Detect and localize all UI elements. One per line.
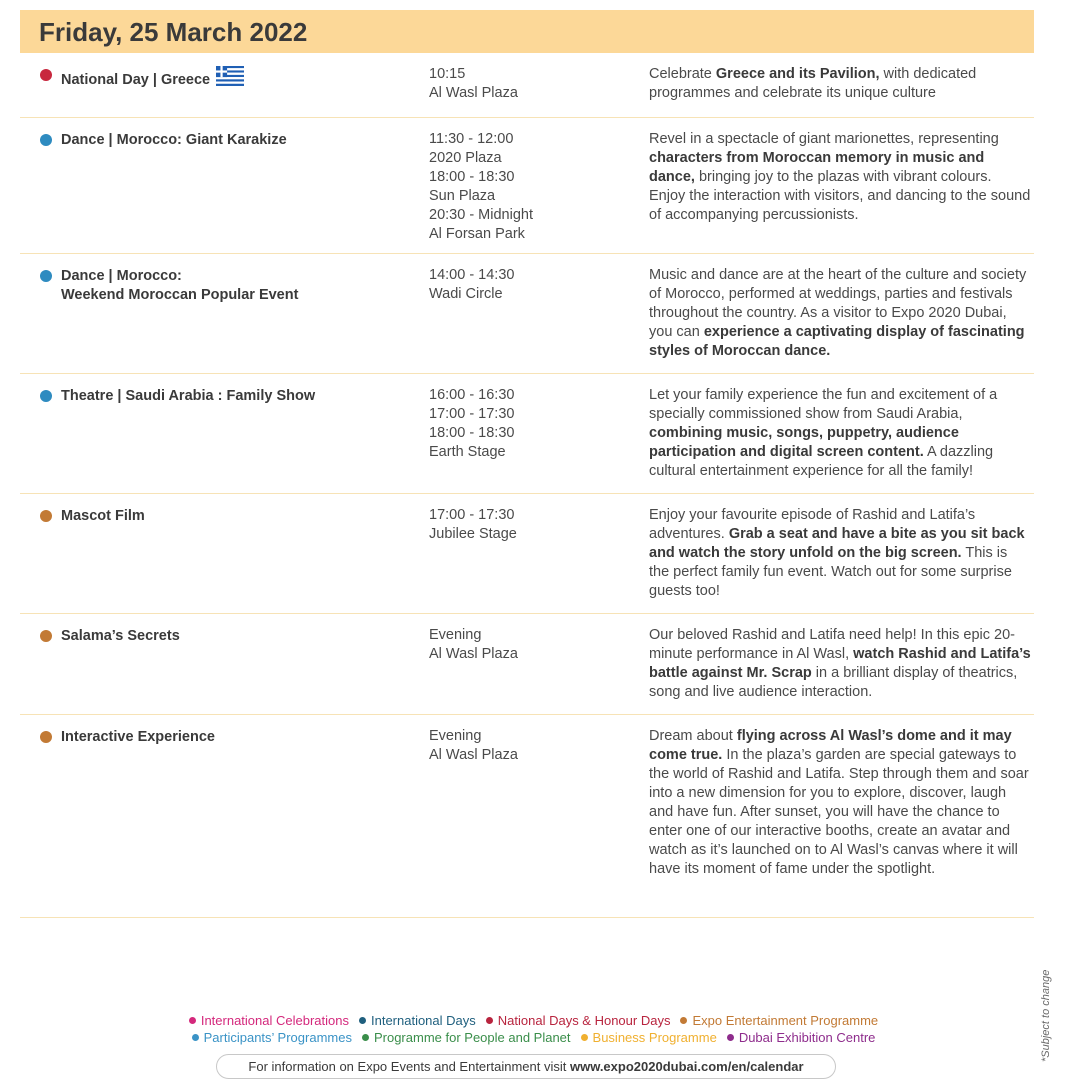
description-text: Revel in a spectacle of giant marionettes, representing <box>649 131 999 147</box>
description-text: Let your family experience the fun and excitement of a specially commissioned show from Saudi Arabia, <box>649 387 998 422</box>
page-title: Friday, 25 March 2022 <box>39 17 308 47</box>
legend-dot-icon <box>359 1017 366 1024</box>
time-or-venue: 18:00 - 18:30 <box>429 169 515 185</box>
legend-label: Participants’ Programmes <box>203 1030 352 1045</box>
event-title-text: National Day | Greece <box>61 72 211 88</box>
legend-label: International Celebrations <box>200 1013 349 1028</box>
legend-item <box>581 1029 717 1046</box>
event-row <box>20 374 1034 494</box>
description-highlight: flying across Al Wasl’s dome and it may come true. <box>649 728 1012 763</box>
event-title <box>61 267 401 305</box>
description-highlight: characters from Moroccan memory in music and dance, <box>649 150 985 185</box>
time-or-venue: Al Wasl Plaza <box>429 85 518 101</box>
time-or-venue: 20:30 - Midnight <box>429 207 533 223</box>
time-or-venue: Al Wasl Plaza <box>429 646 518 662</box>
category-dot-icon <box>40 390 52 402</box>
legend-label: Business Programme <box>592 1030 717 1045</box>
greece-flag-icon <box>216 66 244 92</box>
calendar-link[interactable]: www.expo2020dubai.com/en/calendar <box>569 1059 804 1074</box>
time-or-venue: 14:00 - 14:30 <box>429 267 515 283</box>
event-title <box>61 507 401 526</box>
description-text: with dedicated programmes and celebrate its unique culture <box>649 66 977 101</box>
event-times <box>429 266 629 304</box>
event-row <box>20 715 1034 918</box>
event-description <box>649 130 1031 225</box>
description-highlight: combining music, songs, puppetry, audience participation and digital screen content. <box>649 425 959 460</box>
legend-row-2 <box>0 1029 1067 1046</box>
event-title <box>61 728 401 747</box>
legend-item <box>680 1012 878 1029</box>
description-highlight: experience a captivating display of fascinating styles of Moroccan dance. <box>649 324 1025 359</box>
time-or-venue: Jubilee Stage <box>429 526 517 542</box>
time-or-venue: Evening <box>429 728 482 744</box>
legend-row-1 <box>0 1012 1067 1029</box>
event-title <box>61 627 401 646</box>
event-times <box>429 506 629 544</box>
description-text: Dream about <box>649 728 737 744</box>
subject-to-change-note: *Subject to change <box>1040 969 1052 1062</box>
event-title-text: Weekend Moroccan Popular Event <box>61 287 299 303</box>
event-row <box>20 614 1034 715</box>
time-or-venue: Wadi Circle <box>429 286 503 302</box>
event-title <box>61 131 401 150</box>
events-list <box>20 53 1034 918</box>
date-header <box>20 10 1034 53</box>
time-or-venue: 17:00 - 17:30 <box>429 406 515 422</box>
event-title-text: Dance | Morocco: <box>61 268 182 284</box>
legend-label: National Days & Honour Days <box>497 1013 671 1028</box>
legend-item <box>359 1012 476 1029</box>
legend-dot-icon <box>189 1017 196 1024</box>
legend-label: International Days <box>370 1013 476 1028</box>
event-title <box>61 387 401 406</box>
event-row <box>20 494 1034 614</box>
legend-dot-icon <box>362 1034 369 1041</box>
legend-label: Programme for People and Planet <box>373 1030 571 1045</box>
description-text: This is the perfect family fun event. Watch out for some surprise guests too! <box>649 545 1012 599</box>
category-dot-icon <box>40 69 52 81</box>
legend-dot-icon <box>680 1017 687 1024</box>
event-title-text: Dance | Morocco: Giant Karakize <box>61 132 287 148</box>
category-dot-icon <box>40 134 52 146</box>
legend-label: Expo Entertainment Programme <box>692 1013 879 1028</box>
description-text: in a brilliant display of theatrics, song and live audience interaction. <box>649 665 1018 700</box>
time-or-venue: 16:00 - 16:30 <box>429 387 515 403</box>
legend-dot-icon <box>192 1034 199 1041</box>
event-description <box>649 727 1031 879</box>
description-text: Our beloved Rashid and Latifa need help! In this epic 20-minute performance in Al Wasl, <box>649 627 1015 662</box>
event-row <box>20 118 1034 254</box>
description-text: Enjoy your favourite episode of Rashid and Latifa’s adventures. <box>649 507 976 542</box>
time-or-venue: Al Forsan Park <box>429 226 525 242</box>
category-dot-icon <box>40 630 52 642</box>
legend-item <box>486 1012 671 1029</box>
time-or-venue: 11:30 - 12:00 <box>429 131 514 147</box>
event-title-text: Theatre | Saudi Arabia : Family Show <box>61 388 316 404</box>
time-or-venue: 17:00 - 17:30 <box>429 507 515 523</box>
event-row <box>20 254 1034 374</box>
time-or-venue: Evening <box>429 627 482 643</box>
time-or-venue: 18:00 - 18:30 <box>429 425 515 441</box>
legend-item <box>192 1029 352 1046</box>
description-text: A dazzling cultural entertainment experience for all the family! <box>649 444 994 479</box>
description-text: bringing joy to the plazas with vibrant colours. Enjoy the interaction with visitors, and dancing to the sound of accompanying percussionists. <box>649 169 1031 223</box>
description-text: Music and dance are at the heart of the culture and society of Morocco, performed at weddings, parties and festivals throughout the country. As a visitor to Expo 2020 Dubai, you can <box>649 267 1027 340</box>
category-dot-icon <box>40 510 52 522</box>
event-title <box>61 66 401 92</box>
event-description <box>649 626 1031 702</box>
legend-label: Dubai Exhibition Centre <box>738 1030 876 1045</box>
event-times <box>429 727 629 765</box>
time-or-venue: Al Wasl Plaza <box>429 747 518 763</box>
description-highlight: Greece and its Pavilion, <box>715 66 880 82</box>
description-text: Celebrate <box>649 66 716 82</box>
event-description <box>649 506 1031 601</box>
time-or-venue: Earth Stage <box>429 444 506 460</box>
time-or-venue: Sun Plaza <box>429 188 496 204</box>
event-description <box>649 386 1031 481</box>
legend-item <box>362 1029 571 1046</box>
category-dot-icon <box>40 270 52 282</box>
event-description <box>649 266 1031 361</box>
time-or-venue: 10:15 <box>429 66 466 82</box>
event-row <box>20 53 1034 118</box>
event-times <box>429 65 629 103</box>
event-times <box>429 626 629 664</box>
description-highlight: Grab a seat and have a bite as you sit back and watch the story unfold on the big screen. <box>649 526 1025 561</box>
category-dot-icon <box>40 731 52 743</box>
info-text: For information on Expo Events and Entertainment visit <box>248 1059 570 1074</box>
event-description <box>649 65 1031 103</box>
event-times <box>429 386 629 462</box>
legend-item <box>727 1029 876 1046</box>
event-title-text: Salama’s Secrets <box>61 628 180 644</box>
event-title-text: Interactive Experience <box>61 729 215 745</box>
event-times <box>429 130 629 244</box>
description-text: In the plaza’s garden are special gateways to the world of Rashid and Latifa. Step through them and soar into a new dimension for you to explore, discover, laugh and have fun. After sunset, you will have the chance to enter one of our interactive booths, create an avatar and watch as it’s launched on to Al Wasl’s canvas where it will have its moment of fame under the spotlight. <box>649 747 1029 877</box>
legend-dot-icon <box>581 1034 588 1041</box>
legend-dot-icon <box>727 1034 734 1041</box>
legend-item <box>189 1012 349 1029</box>
description-highlight: watch Rashid and Latifa’s battle against Mr. Scrap <box>649 646 1031 681</box>
event-title-text: Mascot Film <box>61 508 145 524</box>
time-or-venue: 2020 Plaza <box>429 150 502 166</box>
legend-dot-icon <box>486 1017 493 1024</box>
info-banner <box>216 1054 836 1079</box>
